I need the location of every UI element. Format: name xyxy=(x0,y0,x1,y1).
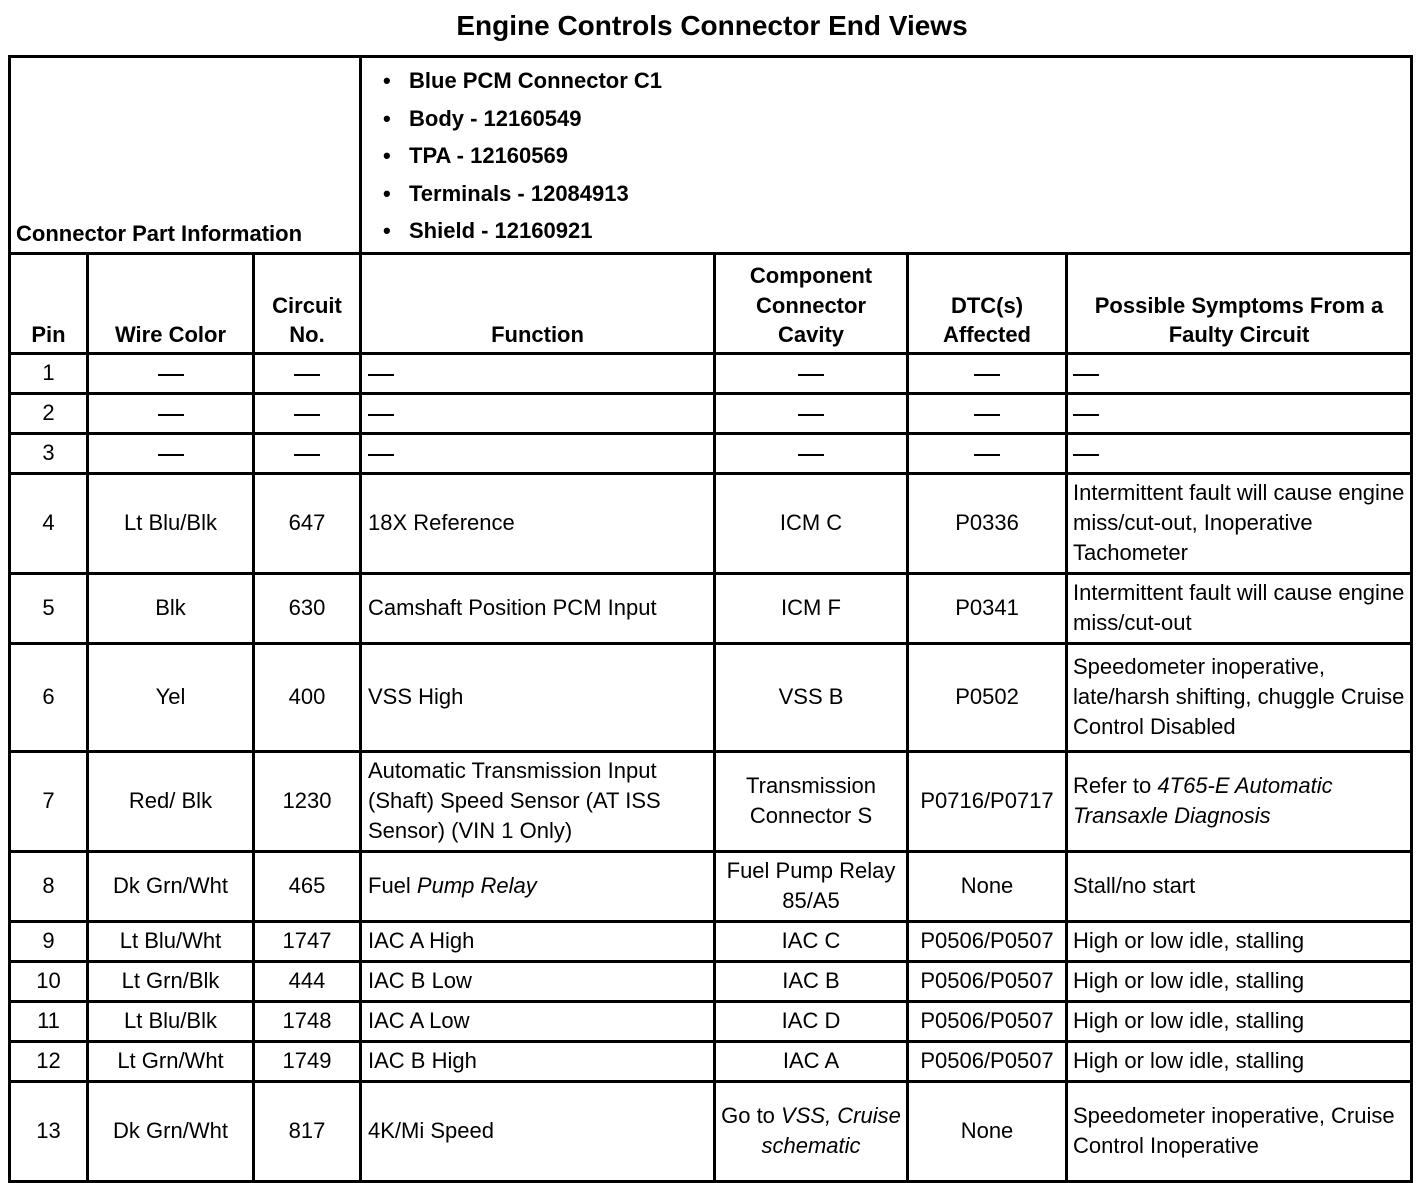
circuit-no-cell-text: 1747 xyxy=(282,928,332,954)
symptoms-cell xyxy=(1067,851,1412,921)
empty-dash xyxy=(294,374,320,376)
connector-info-item: • Terminals - 12084913 xyxy=(409,175,1405,213)
wire-color-cell xyxy=(88,573,254,643)
pin-cell xyxy=(10,751,88,851)
circuit-no-cell-text: 817 xyxy=(288,1118,326,1144)
wire-color-cell xyxy=(88,1081,254,1181)
empty-dash xyxy=(368,454,394,456)
connector-info-item: • TPA - 12160569 xyxy=(409,137,1405,175)
pin-cell xyxy=(10,393,88,433)
pin-cell xyxy=(10,851,88,921)
wire-color-cell xyxy=(88,643,254,751)
connector-info-list xyxy=(367,62,1405,250)
wire-color-cell-text: Lt Grn/Blk xyxy=(121,968,220,994)
dtc-cell-text: P0506/P0507 xyxy=(920,1048,1054,1074)
circuit-no-cell-text: 1748 xyxy=(282,1008,332,1034)
cavity-cell xyxy=(715,433,908,473)
wire-color-cell-text: Red/ Blk xyxy=(128,788,213,814)
header-wire-color: Wire Color xyxy=(88,253,254,353)
symptoms-cell-text: Intermittent fault will cause engine miss/cut-out, Inoperative Tachometer xyxy=(1073,480,1405,566)
function-cell xyxy=(361,751,715,851)
circuit-no-cell xyxy=(254,393,361,433)
symptoms-cell xyxy=(1067,921,1412,961)
header-dtcs-affected: DTC(s) Affected xyxy=(908,253,1067,353)
table-row xyxy=(10,473,1412,573)
dtc-cell xyxy=(908,433,1067,473)
pin-cell xyxy=(10,921,88,961)
function-cell xyxy=(361,961,715,1001)
dtc-cell xyxy=(908,1001,1067,1041)
symptoms-cell xyxy=(1067,1001,1412,1041)
symptoms-cell-text: High or low idle, stalling xyxy=(1073,1008,1305,1034)
circuit-no-cell xyxy=(254,473,361,573)
circuit-no-cell xyxy=(254,353,361,393)
symptoms-cell-text: Refer to xyxy=(1073,773,1152,799)
function-cell xyxy=(361,1041,715,1081)
function-cell xyxy=(361,921,715,961)
function-cell-text: Fuel xyxy=(368,873,411,899)
function-cell xyxy=(361,573,715,643)
empty-dash xyxy=(368,374,394,376)
empty-dash xyxy=(294,414,320,416)
function-cell xyxy=(361,851,715,921)
pin-cell-text: 4 xyxy=(42,510,55,536)
cavity-cell xyxy=(715,1041,908,1081)
function-cell xyxy=(361,643,715,751)
pin-cell-text: 9 xyxy=(42,928,55,954)
dtc-cell-text: P0506/P0507 xyxy=(920,968,1054,994)
empty-dash xyxy=(1073,414,1099,416)
wire-color-cell xyxy=(88,921,254,961)
circuit-no-cell-text: 647 xyxy=(288,510,326,536)
symptoms-cell-text: Speedometer inoperative, late/harsh shifting, chuggle Cruise Control Disabled xyxy=(1073,654,1405,740)
pin-cell-text: 11 xyxy=(37,1008,60,1034)
dtc-cell-text: P0716/P0717 xyxy=(920,788,1054,814)
table-row xyxy=(10,433,1412,473)
cavity-cell-text: IAC A xyxy=(782,1048,840,1074)
symptoms-cell xyxy=(1067,1081,1412,1181)
pin-cell xyxy=(10,573,88,643)
dtc-cell-text: None xyxy=(960,873,1014,899)
pin-cell-text: 7 xyxy=(42,788,55,814)
dtc-cell xyxy=(908,1081,1067,1181)
wire-color-cell-text: Yel xyxy=(155,684,186,710)
function-cell-text: IAC A High xyxy=(368,928,475,954)
function-cell-italic-text: Pump Relay xyxy=(416,873,537,899)
wire-color-cell-text: Lt Grn/Wht xyxy=(117,1048,224,1074)
header-function: Function xyxy=(361,253,715,353)
cavity-cell xyxy=(715,473,908,573)
empty-dash xyxy=(974,374,1000,376)
dtc-cell-text: P0502 xyxy=(955,684,1019,710)
table-row xyxy=(10,643,1412,751)
pin-cell-text: 6 xyxy=(42,684,55,710)
dtc-cell xyxy=(908,1041,1067,1081)
wire-color-cell xyxy=(88,473,254,573)
cavity-cell xyxy=(715,921,908,961)
connector-table xyxy=(8,55,1413,1183)
table-row xyxy=(10,1041,1412,1081)
empty-dash xyxy=(974,454,1000,456)
cavity-cell xyxy=(715,573,908,643)
dtc-cell-text: None xyxy=(960,1118,1014,1144)
function-cell-text: IAC B Low xyxy=(368,968,472,994)
wire-color-cell-text: Lt Blu/Blk xyxy=(124,510,217,536)
wire-color-cell-text: Dk Grn/Wht xyxy=(113,1118,228,1144)
function-cell-text: 4K/Mi Speed xyxy=(368,1118,494,1144)
cavity-cell-text: Transmission Connector S xyxy=(746,773,876,829)
pin-cell-text: 5 xyxy=(42,595,55,621)
symptoms-cell xyxy=(1067,643,1412,751)
cavity-cell-text: ICM F xyxy=(781,595,841,621)
connector-info-cell xyxy=(361,57,1412,254)
circuit-no-cell-text: 444 xyxy=(288,968,326,994)
connector-info-item: • Blue PCM Connector C1 xyxy=(409,62,1405,100)
wire-color-cell xyxy=(88,393,254,433)
pin-cell-text: 1 xyxy=(42,360,55,386)
symptoms-cell-text: Stall/no start xyxy=(1073,873,1196,899)
circuit-no-cell xyxy=(254,1001,361,1041)
header-possible-symptoms: Possible Symptoms From a Faulty Circuit xyxy=(1067,253,1412,353)
table-row xyxy=(10,573,1412,643)
circuit-no-cell-text: 400 xyxy=(288,684,326,710)
symptoms-cell-text: High or low idle, stalling xyxy=(1073,928,1305,954)
function-cell-text: Camshaft Position PCM Input xyxy=(368,595,657,621)
empty-dash xyxy=(798,454,824,456)
symptoms-cell xyxy=(1067,433,1412,473)
wire-color-cell-text: Dk Grn/Wht xyxy=(113,873,228,899)
table-row xyxy=(10,353,1412,393)
pin-cell-text: 13 xyxy=(36,1118,61,1144)
wire-color-cell-text: Lt Blu/Wht xyxy=(119,928,222,954)
pin-cell-text: 8 xyxy=(42,873,55,899)
circuit-no-cell xyxy=(254,1041,361,1081)
symptoms-cell xyxy=(1067,751,1412,851)
connector-info-item: • Shield - 12160921 xyxy=(409,212,1405,250)
dtc-cell xyxy=(908,573,1067,643)
cavity-cell xyxy=(715,751,908,851)
dtc-cell xyxy=(908,961,1067,1001)
empty-dash xyxy=(294,454,320,456)
symptoms-cell xyxy=(1067,393,1412,433)
function-cell xyxy=(361,353,715,393)
circuit-no-cell xyxy=(254,433,361,473)
dtc-cell xyxy=(908,851,1067,921)
table-row xyxy=(10,851,1412,921)
circuit-no-cell-text: 1749 xyxy=(282,1048,332,1074)
table-row xyxy=(10,1081,1412,1181)
dtc-cell xyxy=(908,473,1067,573)
wire-color-cell xyxy=(88,433,254,473)
wire-color-cell xyxy=(88,751,254,851)
cavity-cell-text: Fuel Pump Relay 85/A5 xyxy=(726,858,896,914)
connector-info-row xyxy=(10,57,1412,254)
cavity-cell xyxy=(715,851,908,921)
pin-cell xyxy=(10,473,88,573)
symptoms-cell-text: Speedometer inoperative, Cruise Control Inoperative xyxy=(1073,1103,1395,1159)
header-component-connector-cavity: Component Connector Cavity xyxy=(715,253,908,353)
function-cell xyxy=(361,1001,715,1041)
header-row xyxy=(10,253,1412,353)
circuit-no-cell-text: 1230 xyxy=(282,788,332,814)
cavity-cell-text: IAC C xyxy=(781,928,841,954)
header-pin: Pin xyxy=(10,253,88,353)
table-row xyxy=(10,961,1412,1001)
empty-dash xyxy=(1073,374,1099,376)
wire-color-cell xyxy=(88,353,254,393)
empty-dash xyxy=(1073,454,1099,456)
dtc-cell xyxy=(908,643,1067,751)
connector-info-item: • Body - 12160549 xyxy=(409,100,1405,138)
table-row xyxy=(10,1001,1412,1041)
symptoms-cell-text: High or low idle, stalling xyxy=(1073,968,1305,994)
pin-cell xyxy=(10,353,88,393)
symptoms-cell-italic-text: 4T65-E Automatic Transaxle Diagnosis xyxy=(1073,773,1333,829)
function-cell-text: IAC B High xyxy=(368,1048,477,1074)
dtc-cell-text: P0341 xyxy=(955,595,1019,621)
empty-dash xyxy=(798,374,824,376)
pin-cell xyxy=(10,643,88,751)
empty-dash xyxy=(368,414,394,416)
function-cell-text: IAC A Low xyxy=(368,1008,470,1034)
dtc-cell xyxy=(908,393,1067,433)
empty-dash xyxy=(158,414,184,416)
symptoms-cell xyxy=(1067,573,1412,643)
function-cell xyxy=(361,473,715,573)
circuit-no-cell xyxy=(254,851,361,921)
dtc-cell-text: P0506/P0507 xyxy=(920,928,1054,954)
empty-dash xyxy=(798,414,824,416)
cavity-cell-text: Go to xyxy=(721,1103,775,1129)
function-cell xyxy=(361,1081,715,1181)
circuit-no-cell xyxy=(254,961,361,1001)
symptoms-cell xyxy=(1067,961,1412,1001)
cavity-cell-text: VSS B xyxy=(778,684,844,710)
wire-color-cell xyxy=(88,851,254,921)
circuit-no-cell xyxy=(254,643,361,751)
circuit-no-cell-text: 630 xyxy=(288,595,326,621)
pin-cell-text: 3 xyxy=(42,440,55,466)
dtc-cell xyxy=(908,353,1067,393)
function-cell xyxy=(361,393,715,433)
circuit-no-cell xyxy=(254,921,361,961)
pin-cell-text: 10 xyxy=(36,968,61,994)
wire-color-cell xyxy=(88,1001,254,1041)
cavity-cell-text: ICM C xyxy=(779,510,843,536)
page-title: Engine Controls Connector End Views xyxy=(456,10,968,41)
table-row xyxy=(10,921,1412,961)
symptoms-cell-text: Intermittent fault will cause engine miss/cut-out xyxy=(1073,580,1405,636)
function-cell xyxy=(361,433,715,473)
function-cell-text: VSS High xyxy=(368,684,464,710)
pin-cell-text: 2 xyxy=(42,400,55,426)
function-cell-text: Automatic Transmission Input (Shaft) Speed Sensor (AT ISS Sensor) (VIN 1 Only) xyxy=(368,758,661,844)
pin-cell-text: 12 xyxy=(36,1048,61,1074)
dtc-cell xyxy=(908,751,1067,851)
symptoms-cell xyxy=(1067,1041,1412,1081)
function-cell-text: 18X Reference xyxy=(368,510,515,536)
cavity-cell-text: IAC B xyxy=(782,968,840,994)
circuit-no-cell-text: 465 xyxy=(288,873,326,899)
table-row xyxy=(10,393,1412,433)
connector-info-label: Connector Part Information xyxy=(10,57,361,254)
symptoms-cell-text: High or low idle, stalling xyxy=(1073,1048,1305,1074)
wire-color-cell xyxy=(88,1041,254,1081)
circuit-no-cell xyxy=(254,751,361,851)
empty-dash xyxy=(158,454,184,456)
dtc-cell-text: P0336 xyxy=(955,510,1019,536)
wire-color-cell-text: Lt Blu/Blk xyxy=(124,1008,217,1034)
cavity-cell xyxy=(715,353,908,393)
dtc-cell xyxy=(908,921,1067,961)
wire-color-cell-text: Blk xyxy=(155,595,186,621)
symptoms-cell xyxy=(1067,353,1412,393)
pin-cell xyxy=(10,1081,88,1181)
circuit-no-cell xyxy=(254,573,361,643)
cavity-cell xyxy=(715,961,908,1001)
pin-cell xyxy=(10,433,88,473)
pin-cell xyxy=(10,1041,88,1081)
table-row xyxy=(10,751,1412,851)
pin-cell xyxy=(10,961,88,1001)
cavity-cell xyxy=(715,643,908,751)
dtc-cell-text: P0506/P0507 xyxy=(920,1008,1054,1034)
wire-color-cell xyxy=(88,961,254,1001)
pin-cell xyxy=(10,1001,88,1041)
empty-dash xyxy=(158,374,184,376)
cavity-cell-italic-text: VSS, Cruise schematic xyxy=(761,1103,901,1159)
cavity-cell xyxy=(715,393,908,433)
cavity-cell-text: IAC D xyxy=(781,1008,841,1034)
empty-dash xyxy=(974,414,1000,416)
cavity-cell xyxy=(715,1081,908,1181)
cavity-cell xyxy=(715,1001,908,1041)
header-circuit-no: Circuit No. xyxy=(254,253,361,353)
symptoms-cell xyxy=(1067,473,1412,573)
circuit-no-cell xyxy=(254,1081,361,1181)
